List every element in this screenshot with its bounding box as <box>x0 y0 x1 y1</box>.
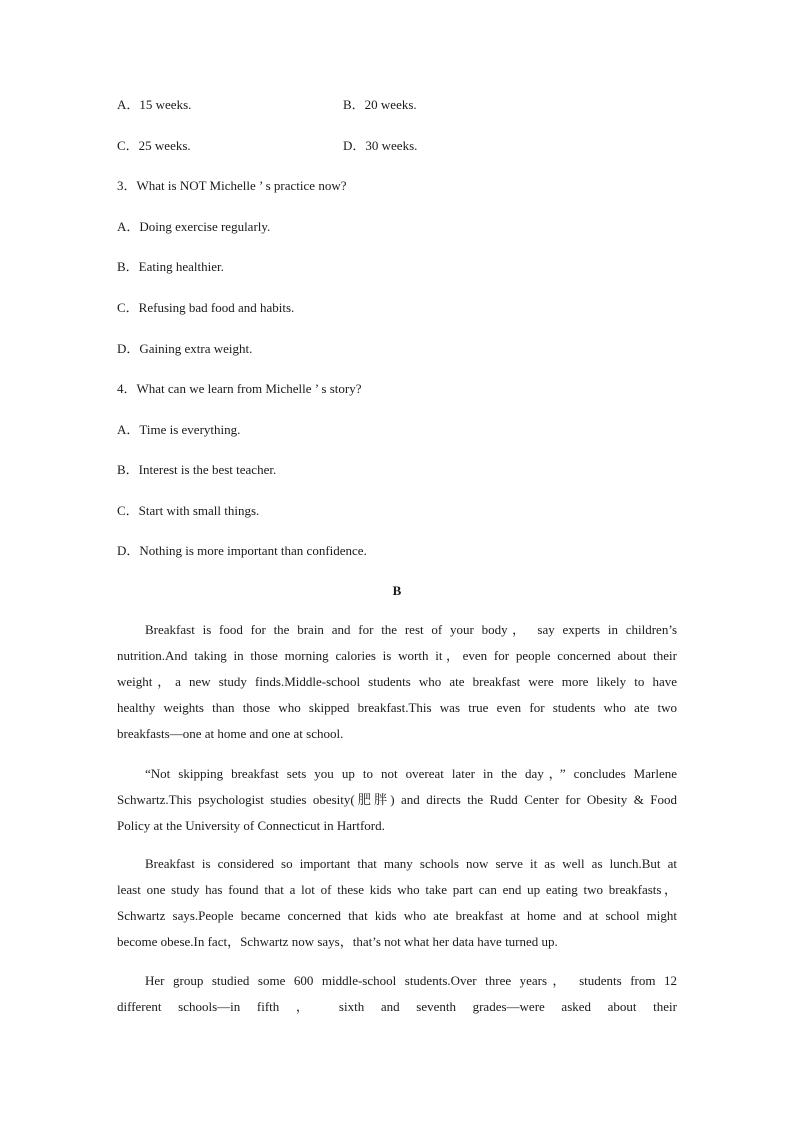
paragraph-line: healthy weights than those who skipped breakfast.This was true even for students who ate two <box>117 700 677 715</box>
paragraph-line: least one study has found that a lot of these kids who take part can end up eating two breakfasts， <box>117 882 677 897</box>
q2-option-a: A．15 weeks. <box>117 97 192 112</box>
q3-option-b: B．Eating healthier. <box>117 259 224 274</box>
q4-option-c: C．Start with small things. <box>117 503 260 518</box>
paragraph-line: Schwartz says.People became concerned that kids who ate breakfast at home and at school might <box>117 908 677 923</box>
passage-paragraph-2 <box>117 766 677 844</box>
paragraph-line: Policy at the University of Connecticut in Hartford. <box>117 818 385 833</box>
paragraph-line: weight，a new study finds.Middle-school students who ate breakfast were more likely to have <box>117 674 677 689</box>
q3-option-d: D．Gaining extra weight. <box>117 341 253 356</box>
paragraph-line: Her group studied some 600 middle-school students.Over three years， students from 12 <box>145 973 677 988</box>
q3-option-a: A．Doing exercise regularly. <box>117 219 271 234</box>
paragraph-line: Breakfast is considered so important that many schools now serve it as well as lunch.But at <box>145 856 677 871</box>
paragraph-line: nutrition.And taking in those morning calories is worth it，even for people concerned about their <box>117 648 677 663</box>
paragraph-line: Schwartz.This psychologist studies obesity(肥胖) and directs the Rudd Center for Obesity & Food <box>117 792 677 807</box>
paragraph-line: become obese.In fact，Schwartz now says，that’s not what her data have turned up. <box>117 934 558 949</box>
q4-option-a: A．Time is everything. <box>117 422 241 437</box>
q2-option-b: B．20 weeks. <box>343 97 417 112</box>
q2-option-d: D．30 weeks. <box>343 138 418 153</box>
paragraph-line: “Not skipping breakfast sets you up to not overeat later in the day，” concludes Marlene <box>145 766 677 781</box>
q4-option-b: B．Interest is the best teacher. <box>117 462 277 477</box>
paragraph-line: breakfasts—one at home and one at school. <box>117 726 344 741</box>
paragraph-line: Breakfast is food for the brain and for the rest of your body， say experts in children’s <box>145 622 677 637</box>
q2-option-c: C．25 weeks. <box>117 138 191 153</box>
section-heading: B <box>392 583 402 598</box>
q4-stem: 4．What can we learn from Michelle ’ s story? <box>117 381 362 396</box>
q3-option-c: C．Refusing bad food and habits. <box>117 300 295 315</box>
q3-stem: 3．What is NOT Michelle ’ s practice now? <box>117 178 347 193</box>
passage-paragraph-3 <box>117 856 677 960</box>
paragraph-line: different schools—in fifth ， sixth and seventh grades—were asked about their <box>117 999 677 1014</box>
q4-option-d: D．Nothing is more important than confidence. <box>117 543 367 558</box>
passage-paragraph-1 <box>117 622 677 752</box>
passage-paragraph-4 <box>117 973 677 1025</box>
